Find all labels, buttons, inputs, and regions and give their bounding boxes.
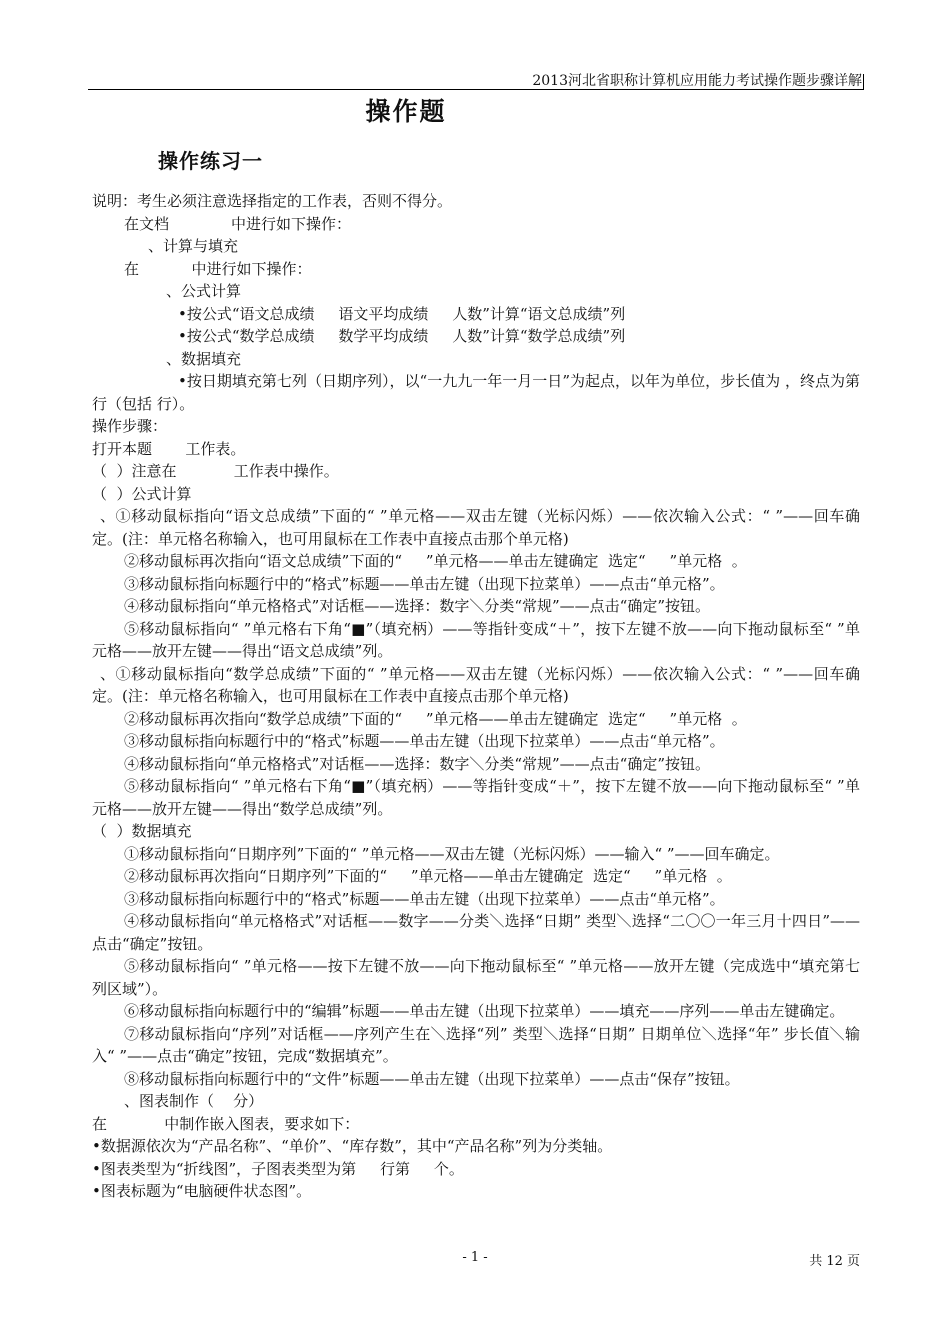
step-line: ⑤移动鼠标指向“ ”单元格——按下左键不放——向下拖动鼠标至“ ”单元格——放开左键（完成选中“填充第七列区域”）。 [92, 957, 860, 998]
section-title: 操作练习一 [158, 149, 263, 173]
task-bullet: •图表标题为“电脑硬件状态图”。 [92, 1182, 312, 1200]
step-line: ②移动鼠标再次指向“日期序列”下面的“ ”单元格——单击左键确定 选定“ ”单元格 。 [124, 867, 732, 885]
step-line: ④移动鼠标指向“单元格格式”对话框——选择：数字＼分类“常规”——点击“确定”按钮。 [124, 754, 711, 773]
task-heading: 、计算与填充 [148, 237, 239, 255]
step-line: （ ）注意在 工作表中操作。 [92, 462, 339, 480]
instruction-note: 说明：考生必须注意选择指定的工作表，否则不得分。 [92, 192, 453, 210]
step-heading: （ ）数据填充 [92, 822, 192, 840]
task-bullet: •按公式“语文总成绩 语文平均成绩 人数”计算“语文总成绩”列 [178, 304, 626, 323]
step-line: ③移动鼠标指向标题行中的“格式”标题——单击左键（出现下拉菜单）——点击“单元格”。 [124, 732, 725, 750]
task-subheading: 、数据填充 [166, 349, 242, 368]
step-line: ②移动鼠标再次指向“数学总成绩”下面的“ ”单元格——单击左键确定 选定“ ”单元格 。 [124, 709, 747, 728]
task-bullet: •数据源依次为“产品名称”、“单价”、“库存数”，其中“产品名称”列为分类轴。 [92, 1137, 613, 1155]
step-line: ④移动鼠标指向“单元格格式”对话框——选择：数字＼分类“常规”——点击“确定”按钮。 [124, 597, 711, 615]
task-intro: 在 中进行如下操作： [124, 259, 312, 278]
header-rule-tick [863, 74, 864, 90]
task-intro: 在文档 中进行如下操作： [124, 214, 351, 233]
task-bullet: •按公式“数学总成绩 数学平均成绩 人数”计算“数学总成绩”列 [178, 327, 626, 345]
step-line: ④移动鼠标指向“单元格格式”对话框——数字——分类＼选择“日期” 类型＼选择“二〇〇一年三月十四日”——点击“确定”按钮。 [92, 912, 860, 953]
page-number: - 1 - [462, 1250, 488, 1265]
step-line: ⑦移动鼠标指向“序列”对话框——序列产生在＼选择“列” 类型＼选择“日期” 日期单位＼选择“年” 步长值＼输入“ ”——点击“确定”按钮，完成“数据填充”。 [92, 1024, 860, 1065]
step-line: ⑥移动鼠标指向标题行中的“编辑”标题——单击左键（出现下拉菜单）——填充——序列——单击左键确定。 [124, 1002, 845, 1020]
step-line: 、①移动鼠标指向“数学总成绩”下面的“ ”单元格——双击左键（光标闪烁）——依次输入公式：“ ”——回车确定。(注：单元格名称输入，也可用鼠标在工作表中直接点击那个单元格) [92, 664, 860, 705]
page-title: 操作题 [365, 97, 447, 126]
header-rule [88, 89, 864, 90]
step-line: ②移动鼠标再次指向“语文总成绩”下面的“ ”单元格——单击左键确定 选定“ ”单元格 。 [124, 552, 747, 570]
task-intro: 在 中制作嵌入图表，要求如下： [92, 1114, 360, 1133]
steps-heading: 操作步骤： [92, 417, 168, 435]
step-line: ⑤移动鼠标指向“ ”单元格右下角“■”（填充柄）——等指针变成“＋”，按下左键不放——向下拖动鼠标至“ ”单元格——放开左键——得出“语文总成绩”列。 [92, 619, 860, 660]
step-line: ①移动鼠标指向“日期序列”下面的“ ”单元格——双击左键（光标闪烁）——输入“ ”——回车确定。 [124, 844, 780, 863]
step-line: 、①移动鼠标指向“语文总成绩”下面的“ ”单元格——双击左键（光标闪烁）——依次输入公式：“ ”——回车确定。(注：单元格名称输入，也可用鼠标在工作表中直接点击那个单元格) [92, 507, 860, 548]
task-heading: 、图表制作（ 分） [124, 1092, 264, 1110]
page-total: 共 12 页 [809, 1254, 860, 1269]
step-line: ③移动鼠标指向标题行中的“格式”标题——单击左键（出现下拉菜单）——点击“单元格”。 [124, 574, 725, 593]
task-subheading: 、公式计算 [166, 282, 242, 300]
step-line: ⑧移动鼠标指向标题行中的“文件”标题——单击左键（出现下拉菜单）——点击“保存”按钮。 [124, 1069, 740, 1088]
step-line: ⑤移动鼠标指向“ ”单元格右下角“■”（填充柄）——等指针变成“＋”，按下左键不放——向下拖动鼠标至“ ”单元格——放开左键——得出“数学总成绩”列。 [92, 777, 860, 818]
step-line: 打开本题 工作表。 [92, 439, 246, 458]
running-header: 2013河北省职称计算机应用能力考试操作题步骤详解 [532, 73, 862, 89]
step-line: ③移动鼠标指向标题行中的“格式”标题——单击左键（出现下拉菜单）——点击“单元格”。 [124, 889, 725, 908]
document-body [92, 190, 860, 1203]
step-heading: （ ）公式计算 [92, 484, 192, 503]
task-bullet: •按日期填充第七列（日期序列），以“一九九一年一月一日”为起点，以年为单位，步长值为 ，终点为第 行（包括 行）。 [92, 372, 860, 413]
task-bullet: •图表类型为“折线图”，子图表类型为第 行第 个。 [92, 1159, 464, 1178]
